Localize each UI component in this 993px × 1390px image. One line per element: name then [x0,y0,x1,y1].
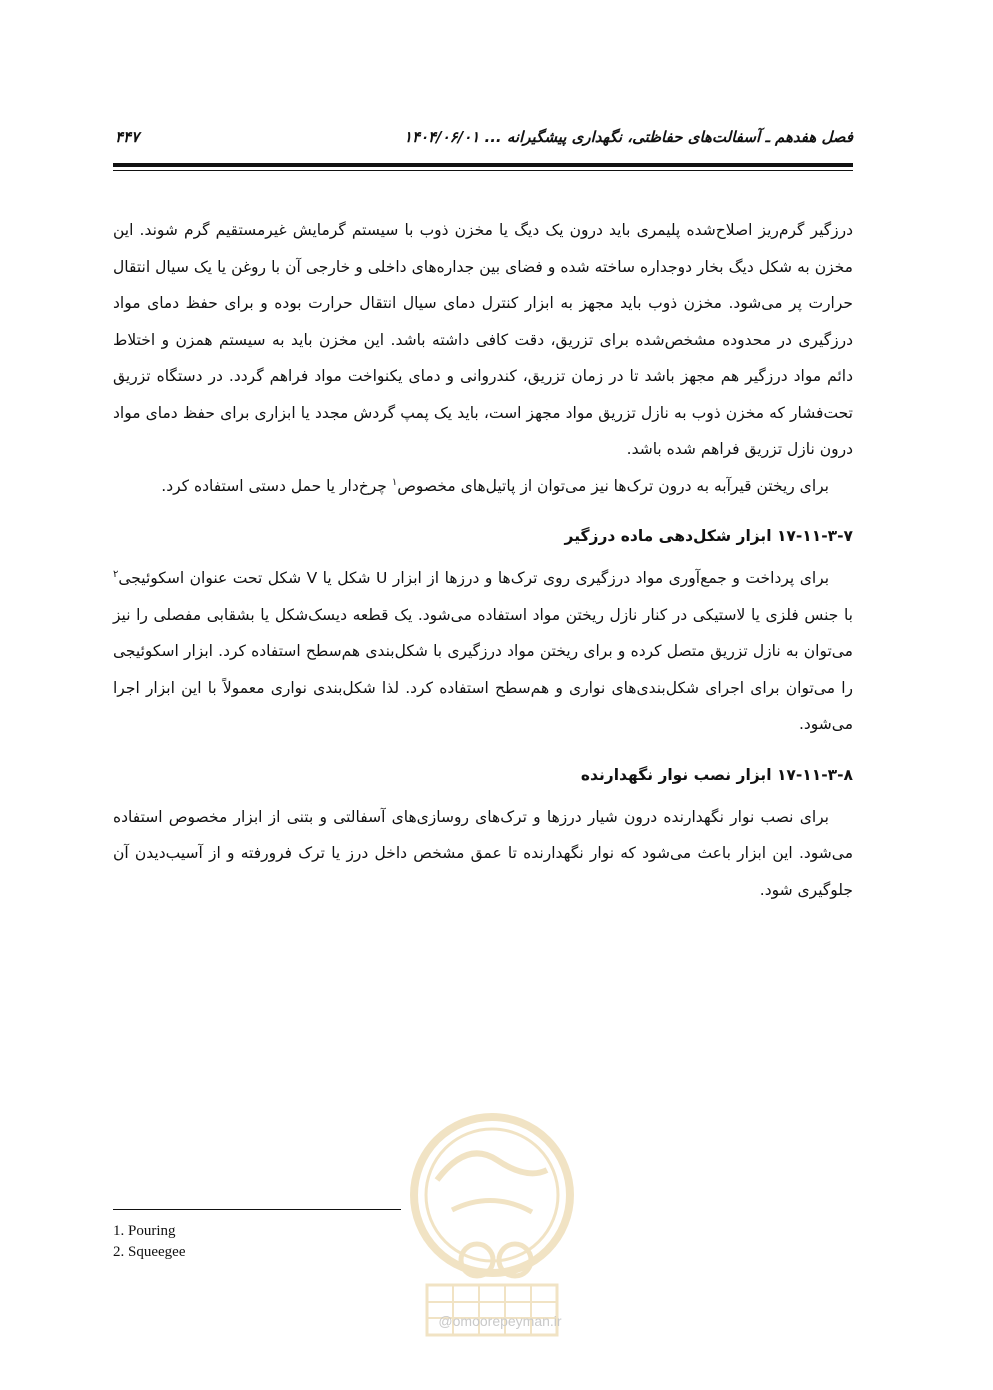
page-number: ۴۴۷ [115,128,140,146]
footnote-ref-1: ۱ [391,476,398,488]
paragraph-backer-rod: برای نصب نوار نگهدارنده درون شیار درزها و ترک‌های روسازی‌های آسفالتی و بتنی از ابزار مخصوص استفاده می‌شود. این ابزار باعث می‌شود که نوار نگهدارنده تا عمق مشخص داخل درز یا ترک فرورفته و از آسیب‌دیدن آن جلوگیری شود. [113,807,853,899]
footnote-1: 1. Pouring [113,1223,176,1239]
footnote-2: 2. Squeegee [113,1244,186,1260]
paragraph-melting-tank: درزگیر گرم‌ریز اصلاح‌شده پلیمری باید درون یک دیگ یا مخزن ذوب با سیستم گرمایش غیرمستقیم گرم شوند. این مخزن به شکل دیگ بخار دوجداره ساخته شده و فضای بین جداره‌های داخلی و خارجی آن با روغن یا یک سیال انتقال حرارت پر می‌شود. مخزن ذوب باید مجهز به ابزار کنترل دمای سیال انتقال حرارت بوده و برای حفظ دمای مواد درزگیری در محدوده مشخص‌شده برای تزریق، دقت کافی داشته باشد. این مخزن باید به سیستم همزن و اختلاط دائم مواد درزگیر هم مجهز باشد تا در زمان تزریق، کندروانی و دمای یکنواخت مواد فراهم گردد. در دستگاه تزریق تحت‌فشار که مخزن ذوب به نازل تزریق مواد مجهز است، باید یک پمپ گردش مجدد یا ابزاری برای حفظ دمای مواد درون نازل تزریق فراهم شده باشد. [113,221,853,458]
paragraph-text: با جنس فلزی یا لاستیکی در کنار نازل ریختن مواد استفاده می‌شود. یک قطعه دیسک‌شکل یا بشقابی مفصلی را نیز می‌توان به نازل تزریق متصل کرده و برای ریختن مواد درزگیری با شکل‌بندی هم‌سطح استفاده کرد. ابزار اسکوئیجی را می‌توان برای اجرای شکل‌بندی‌های نواری و هم‌سطح استفاده کرد. لذا شکل‌بندی نواری معمولاً با این ابزار اجرا می‌شود. [113,605,853,733]
running-title: فصل هفدهم ـ آسفالت‌های حفاظتی، نگهداری پیشگیرانه ... ۱۴۰۴/۰۶/۰۱ [403,128,853,146]
paragraph-text: چرخ‌دار یا حمل دستی استفاده کرد. [161,476,392,495]
footnote-ref-2: ۲ [113,568,119,580]
section-heading-shaping-tools: ۱۷-۱۱-۳-۷ ابزار شکل‌دهی ماده درزگیر [564,527,853,545]
footnotes [113,1221,185,1263]
footnote-rule [113,1209,401,1210]
paragraph-pouring-pots [113,468,853,505]
header-rule-thin [113,170,853,171]
header-rule-thick [113,163,853,167]
paragraph-squeegee [113,560,853,743]
paragraph-text: برای پرداخت و جمع‌آوری مواد درزگیری روی ترک‌ها و درزها از ابزار U شکل یا V شکل تحت عنوان اسکوئیجی [118,569,830,587]
section-heading-backer-rod-tools: ۱۷-۱۱-۳-۸ ابزار نصب نوار نگهدارنده [580,765,853,784]
body-text [113,212,853,908]
page-header [113,128,853,154]
watermark-url: @omoorepeyman.ir [438,1313,562,1329]
paragraph-text: برای ریختن قیرآبه به درون ترک‌ها نیز می‌توان از پاتیل‌های مخصوص [397,476,829,495]
